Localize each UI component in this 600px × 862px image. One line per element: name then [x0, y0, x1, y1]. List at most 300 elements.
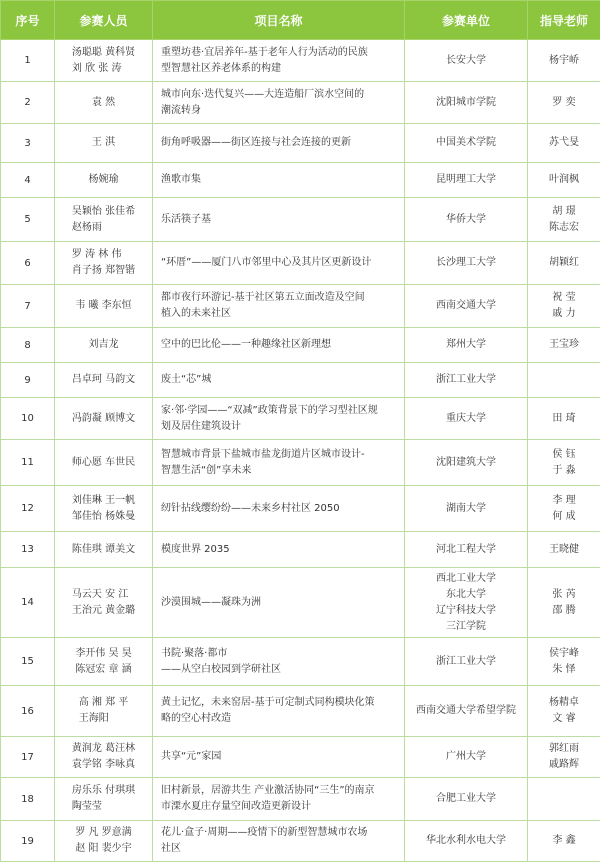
project-name-line: 划及居住建筑设计 — [161, 419, 378, 435]
school — [405, 82, 528, 124]
table-row — [1, 486, 600, 532]
school-line: 河北工程大学 — [436, 542, 496, 558]
advisor-line: 侯 钰 — [552, 447, 575, 463]
project-name-lines — [161, 646, 281, 678]
advisor-line: 侯宇峰 — [549, 646, 579, 662]
school — [405, 638, 528, 686]
project-name-lines — [161, 87, 364, 119]
advisor-lines — [552, 95, 575, 111]
advisor-line: 祝 莹 — [552, 290, 575, 306]
team-members-lines — [92, 135, 115, 151]
row-number: 9 — [1, 363, 55, 398]
team-members — [55, 242, 153, 285]
school-lines — [436, 372, 496, 388]
team-members-lines — [72, 455, 135, 471]
project-name-lines — [161, 595, 261, 611]
advisor-lines — [552, 411, 575, 427]
advisor-line: 王晓健 — [549, 542, 579, 558]
team-members-lines — [72, 783, 135, 815]
project-name-line: 社区 — [161, 841, 367, 857]
school — [405, 821, 528, 862]
table-row — [1, 778, 600, 821]
row-number: 4 — [1, 163, 55, 198]
project-name-lines — [161, 172, 201, 188]
row-number: 19 — [1, 821, 55, 862]
project-name-line: 重塑坊巷·宜居养年-基于老年人行为活动的民族 — [161, 45, 368, 61]
team-members-lines — [72, 542, 135, 558]
project-name — [153, 82, 405, 124]
project-name — [153, 398, 405, 440]
advisor-line: 罗 奕 — [552, 95, 575, 111]
advisor-line: 朱 怿 — [549, 662, 579, 678]
team-members — [55, 398, 153, 440]
project-name-lines — [161, 337, 331, 353]
project-name — [153, 821, 405, 862]
advisor-lines — [552, 493, 575, 525]
project-name-line: 空中的巴比伦——一种趣缘社区新理想 — [161, 337, 331, 353]
project-name-line: 智慧生活“创”享未来 — [161, 463, 365, 479]
advisor — [528, 737, 600, 778]
project-name-line: 纫针拈线缨纷纷——未来乡村社区 2050 — [161, 501, 340, 517]
team-members-lines — [89, 172, 119, 188]
advisor — [528, 163, 600, 198]
team-members-line: 房乐乐 付琪琪 — [72, 783, 135, 799]
team-members — [55, 440, 153, 486]
team-members — [55, 486, 153, 532]
row-number: 1 — [1, 40, 55, 82]
school — [405, 285, 528, 328]
advisor-lines — [552, 587, 575, 619]
team-members-lines — [75, 298, 131, 314]
team-members — [55, 363, 153, 398]
school-lines — [436, 571, 496, 635]
table-row — [1, 40, 600, 82]
team-members-line: 刘吉龙 — [89, 337, 119, 353]
advisor-lines — [549, 741, 579, 773]
school-lines — [446, 212, 486, 228]
advisor — [528, 328, 600, 363]
school-line: 西南交通大学 — [436, 298, 496, 314]
school-line: 郑州大学 — [446, 337, 486, 353]
team-members-lines — [92, 95, 115, 111]
advisor-line: 戚路辉 — [549, 757, 579, 773]
school-line: 广州大学 — [446, 749, 486, 765]
table-row — [1, 363, 600, 398]
table-body — [1, 40, 600, 862]
team-members-line: 冯韵凝 顾博文 — [72, 411, 135, 427]
school — [405, 486, 528, 532]
advisor-lines — [549, 135, 579, 151]
school-lines — [436, 95, 496, 111]
advisor-line: 杨宇峤 — [549, 53, 579, 69]
school-line: 浙江工业大学 — [436, 654, 496, 670]
team-members-line: 赵杨雨 — [72, 220, 135, 236]
advisor — [528, 363, 600, 398]
team-members — [55, 568, 153, 638]
project-name — [153, 242, 405, 285]
table-row — [1, 440, 600, 486]
team-members — [55, 124, 153, 163]
table-row — [1, 821, 600, 862]
school-line: 华侨大学 — [446, 212, 486, 228]
school-line: 中国美术学院 — [436, 135, 496, 151]
project-name-lines — [161, 45, 368, 77]
team-members — [55, 638, 153, 686]
project-name-lines — [161, 212, 211, 228]
school-lines — [436, 791, 496, 807]
header-advisor: 指导老师 — [528, 1, 600, 40]
advisor — [528, 242, 600, 285]
team-members-line: 吕卓珂 马韵文 — [72, 372, 135, 388]
row-number: 14 — [1, 568, 55, 638]
project-name-lines — [161, 403, 378, 435]
header-number: 序号 — [1, 1, 55, 40]
team-members-lines — [79, 695, 129, 727]
team-members — [55, 821, 153, 862]
team-members-line: 吴颖怡 张佳希 — [72, 204, 135, 220]
school-lines — [436, 542, 496, 558]
team-members — [55, 328, 153, 363]
table-row — [1, 737, 600, 778]
school — [405, 328, 528, 363]
table-row — [1, 568, 600, 638]
advisor-line: 胡颖红 — [549, 255, 579, 271]
advisor — [528, 638, 600, 686]
team-members-line: 王 淇 — [92, 135, 115, 151]
project-name-lines — [161, 255, 371, 271]
table-row — [1, 82, 600, 124]
team-members-line: 黄润龙 葛汪林 — [72, 741, 135, 757]
team-members-lines — [72, 45, 135, 77]
project-name-line: 街角呼吸器——街区连接与社会连接的更新 — [161, 135, 351, 151]
project-name-lines — [161, 135, 351, 151]
team-members-line: 马云天 安 江 — [72, 587, 135, 603]
table-row — [1, 163, 600, 198]
table-row — [1, 198, 600, 242]
school-line: 沈阳城市学院 — [436, 95, 496, 111]
school — [405, 40, 528, 82]
school-lines — [436, 654, 496, 670]
advisor-lines — [552, 290, 575, 322]
table-header — [1, 1, 600, 40]
project-name-line: 型智慧社区养老体系的构建 — [161, 61, 368, 77]
advisor-line: 于 淼 — [552, 463, 575, 479]
team-members-line: 肖子扬 郑智锴 — [72, 263, 135, 279]
team-members — [55, 163, 153, 198]
advisor-line: 邵 腾 — [552, 603, 575, 619]
advisor-lines — [549, 695, 579, 727]
project-name-line: ——从空白校园到学研社区 — [161, 662, 281, 678]
team-members-lines — [72, 204, 135, 236]
row-number: 10 — [1, 398, 55, 440]
team-members — [55, 686, 153, 737]
project-name — [153, 124, 405, 163]
row-number: 13 — [1, 532, 55, 568]
advisor-line: 杨精卓 — [549, 695, 579, 711]
advisor-lines — [549, 204, 579, 236]
advisor — [528, 440, 600, 486]
school — [405, 198, 528, 242]
advisor — [528, 285, 600, 328]
team-members — [55, 198, 153, 242]
header-school: 参赛单位 — [405, 1, 528, 40]
school-line: 西北工业大学 — [436, 571, 496, 587]
table-row — [1, 686, 600, 737]
project-name-lines — [161, 447, 365, 479]
project-name — [153, 440, 405, 486]
table-row — [1, 242, 600, 285]
team-members-lines — [72, 587, 135, 619]
row-number: 16 — [1, 686, 55, 737]
project-name-line: 书院·聚落·都市 — [161, 646, 281, 662]
school — [405, 363, 528, 398]
team-members-lines — [72, 247, 135, 279]
school-line: 浙江工业大学 — [436, 372, 496, 388]
table-row — [1, 532, 600, 568]
row-number: 5 — [1, 198, 55, 242]
project-name — [153, 638, 405, 686]
advisor — [528, 40, 600, 82]
team-members-line: 师心愿 车世民 — [72, 455, 135, 471]
team-members-line: 高 湘 郑 平 — [79, 695, 129, 711]
school-lines — [436, 255, 496, 271]
school-line: 辽宁科技大学 — [436, 603, 496, 619]
project-name — [153, 532, 405, 568]
school-lines — [446, 337, 486, 353]
school — [405, 163, 528, 198]
team-members-lines — [72, 741, 135, 773]
school-lines — [446, 501, 486, 517]
team-members — [55, 778, 153, 821]
header-members: 参赛人员 — [55, 1, 153, 40]
advisor-lines — [549, 542, 579, 558]
advisor-line: 张 芮 — [552, 587, 575, 603]
table-row — [1, 285, 600, 328]
team-members — [55, 285, 153, 328]
team-members-lines — [72, 493, 135, 525]
school-lines — [436, 298, 496, 314]
school — [405, 532, 528, 568]
team-members — [55, 82, 153, 124]
school-line: 长安大学 — [446, 53, 486, 69]
project-name-lines — [161, 695, 375, 727]
team-members-line: 李开伟 吴 昊 — [75, 646, 131, 662]
team-members-line: 陈佳琪 谭美文 — [72, 542, 135, 558]
row-number: 7 — [1, 285, 55, 328]
project-name — [153, 363, 405, 398]
school — [405, 440, 528, 486]
team-members-lines — [89, 337, 119, 353]
row-number: 17 — [1, 737, 55, 778]
school-line: 沈阳建筑大学 — [436, 455, 496, 471]
row-number: 8 — [1, 328, 55, 363]
project-name-lines — [161, 542, 230, 558]
advisor — [528, 198, 600, 242]
project-name — [153, 686, 405, 737]
project-name-line: 模度世界 2035 — [161, 542, 230, 558]
team-members-lines — [72, 411, 135, 427]
project-name-lines — [161, 501, 340, 517]
school — [405, 124, 528, 163]
school-line: 华北水利水电大学 — [426, 833, 506, 849]
advisor-line: 戚 力 — [552, 306, 575, 322]
team-members-line: 陶莹莹 — [72, 799, 135, 815]
team-members — [55, 532, 153, 568]
project-name-lines — [161, 749, 221, 765]
project-name-line: 市溧水夏庄存量空间改造更新设计 — [161, 799, 375, 815]
advisor — [528, 532, 600, 568]
team-members-line: 王海阳 — [79, 711, 129, 727]
project-name-line: 共享“元”家园 — [161, 749, 221, 765]
row-number: 11 — [1, 440, 55, 486]
school — [405, 568, 528, 638]
project-name-line: 沙漠围城——凝珠为洲 — [161, 595, 261, 611]
project-name — [153, 486, 405, 532]
school-line: 东北大学 — [436, 587, 496, 603]
row-number: 2 — [1, 82, 55, 124]
project-name — [153, 328, 405, 363]
school-line: 西南交通大学希望学院 — [416, 703, 516, 719]
school-lines — [436, 455, 496, 471]
team-members-lines — [75, 825, 131, 857]
advisor-line: 何 成 — [552, 509, 575, 525]
project-name — [153, 285, 405, 328]
advisor — [528, 486, 600, 532]
school — [405, 242, 528, 285]
table-row — [1, 328, 600, 363]
project-name-line: 家·邻·学园——“双减”政策背景下的学习型社区规 — [161, 403, 378, 419]
team-members-line: 汤聪聪 黄科贤 — [72, 45, 135, 61]
school-lines — [426, 833, 506, 849]
project-name — [153, 163, 405, 198]
advisor — [528, 398, 600, 440]
project-name-line: 智慧城市背景下盐城市盐龙街道片区城市设计- — [161, 447, 365, 463]
school-lines — [446, 411, 486, 427]
school-lines — [446, 53, 486, 69]
advisor-lines — [552, 833, 575, 849]
team-members — [55, 737, 153, 778]
row-number: 6 — [1, 242, 55, 285]
advisor-lines — [552, 447, 575, 479]
project-name-line: 黄土记忆，未来窑居-基于可定制式同构模块化策 — [161, 695, 375, 711]
team-members-lines — [72, 372, 135, 388]
advisor-lines — [549, 53, 579, 69]
project-name — [153, 737, 405, 778]
advisor — [528, 778, 600, 821]
advisor — [528, 82, 600, 124]
header-project: 项目名称 — [153, 1, 405, 40]
team-members-line: 刘佳琳 王一帆 — [72, 493, 135, 509]
team-members-lines — [75, 646, 131, 678]
school-line: 合肥工业大学 — [436, 791, 496, 807]
school-line: 长沙理工大学 — [436, 255, 496, 271]
advisor-line: 苏弋旻 — [549, 135, 579, 151]
team-members-line: 王治元 黄金璐 — [72, 603, 135, 619]
team-members-line: 杨婉瑜 — [89, 172, 119, 188]
table-row — [1, 398, 600, 440]
school — [405, 737, 528, 778]
school-lines — [436, 172, 496, 188]
header-row — [1, 1, 600, 40]
row-number: 15 — [1, 638, 55, 686]
advisor-line: 李 理 — [552, 493, 575, 509]
project-name-line: 废土“芯”城 — [161, 372, 211, 388]
advisor-line: 王宝珍 — [549, 337, 579, 353]
project-name-line: 植入的未来社区 — [161, 306, 365, 322]
table-row — [1, 638, 600, 686]
advisor — [528, 124, 600, 163]
project-name-lines — [161, 372, 211, 388]
advisor-line: 田 琦 — [552, 411, 575, 427]
project-name-lines — [161, 783, 375, 815]
team-members-line: 韦 曦 李东恒 — [75, 298, 131, 314]
project-name-line: 旧村新景，居游共生 产业激活协同“三生”的南京 — [161, 783, 375, 799]
team-members-line: 罗 涛 林 伟 — [72, 247, 135, 263]
advisor — [528, 821, 600, 862]
school — [405, 398, 528, 440]
team-members-line: 罗 凡 罗意满 — [75, 825, 131, 841]
project-name-lines — [161, 825, 367, 857]
project-name-line: 都市夜行环游记-基于社区第五立面改造及空间 — [161, 290, 365, 306]
project-name-line: 城市向东·迭代复兴——大连造船厂滨水空间的 — [161, 87, 364, 103]
school — [405, 686, 528, 737]
table-row — [1, 124, 600, 163]
row-number: 3 — [1, 124, 55, 163]
project-name — [153, 40, 405, 82]
advisor-line: 郭红雨 — [549, 741, 579, 757]
team-members-line: 袁 然 — [92, 95, 115, 111]
project-name — [153, 568, 405, 638]
team-members-line: 陈冠宏 章 涵 — [75, 662, 131, 678]
school-lines — [416, 703, 516, 719]
advisor — [528, 686, 600, 737]
advisor-lines — [549, 646, 579, 678]
project-name — [153, 778, 405, 821]
advisor-lines — [549, 255, 579, 271]
team-members-line: 邹佳怡 杨姝曼 — [72, 509, 135, 525]
advisor-line: 陈志宏 — [549, 220, 579, 236]
advisor-lines — [549, 337, 579, 353]
advisor — [528, 568, 600, 638]
project-name-line: “环厝”——厦门八市邻里中心及其片区更新设计 — [161, 255, 371, 271]
school-line: 重庆大学 — [446, 411, 486, 427]
team-members — [55, 40, 153, 82]
team-members-line: 袁学铭 李咏真 — [72, 757, 135, 773]
project-name — [153, 198, 405, 242]
project-name-lines — [161, 290, 365, 322]
school-line: 湖南大学 — [446, 501, 486, 517]
advisor-line: 胡 璟 — [549, 204, 579, 220]
advisor-line: 李 鑫 — [552, 833, 575, 849]
advisor-line: 叶润枫 — [549, 172, 579, 188]
team-members-line: 刘 欣 张 涛 — [72, 61, 135, 77]
project-name-line: 花儿·盒子·周期——疫情下的新型智慧城市农场 — [161, 825, 367, 841]
school — [405, 778, 528, 821]
advisor-line: 文 睿 — [549, 711, 579, 727]
project-name-line: 乐活筷子基 — [161, 212, 211, 228]
school-lines — [436, 135, 496, 151]
project-name-line: 渔歌市集 — [161, 172, 201, 188]
project-name-line: 潮流转身 — [161, 103, 364, 119]
project-name-line: 略的空心村改造 — [161, 711, 375, 727]
school-line: 昆明理工大学 — [436, 172, 496, 188]
school-line: 三江学院 — [436, 619, 496, 635]
row-number: 18 — [1, 778, 55, 821]
team-members-line: 赵 阳 裴少宇 — [75, 841, 131, 857]
row-number: 12 — [1, 486, 55, 532]
school-lines — [446, 749, 486, 765]
advisor-lines — [549, 172, 579, 188]
